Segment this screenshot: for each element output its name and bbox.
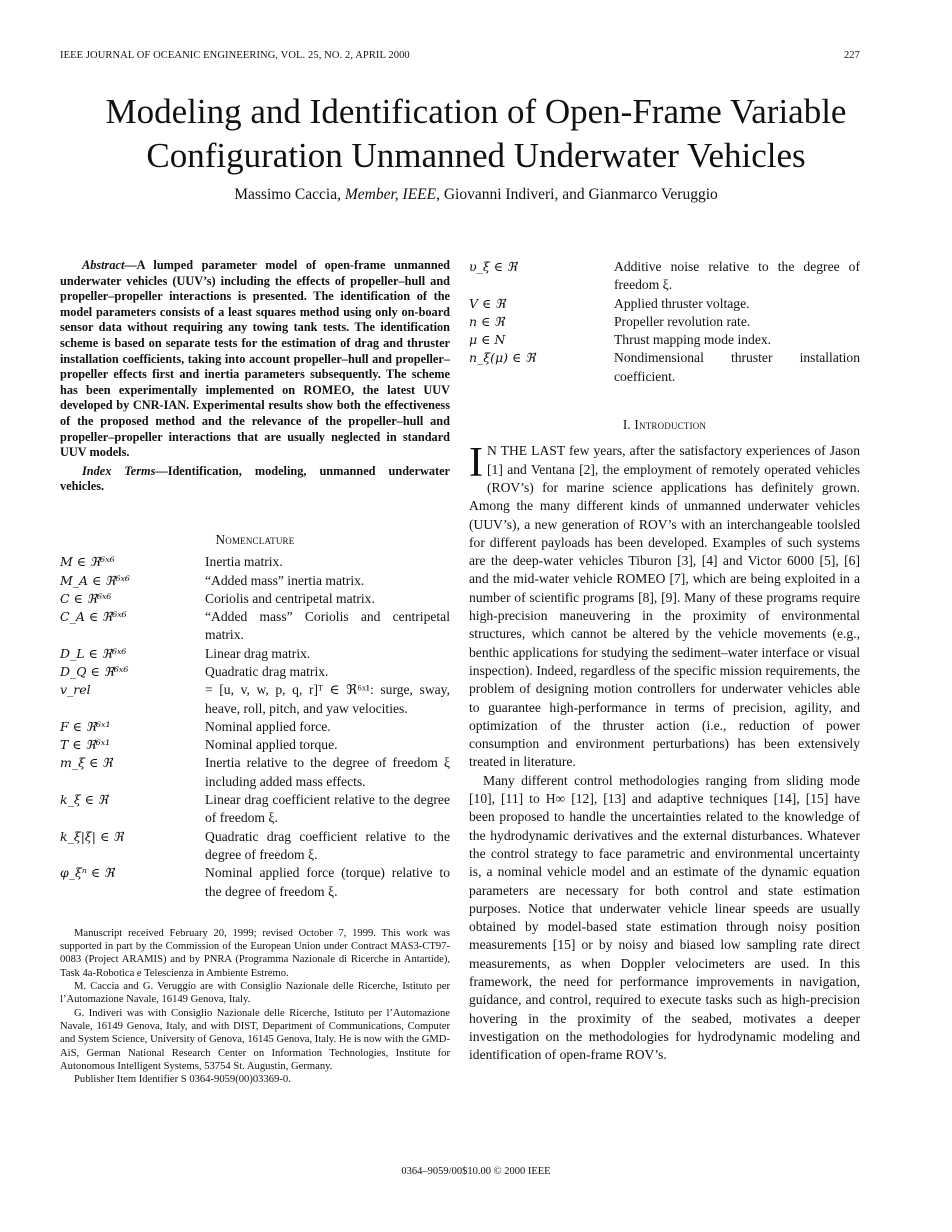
page-number: 227	[843, 50, 860, 61]
nomenclature-row: C ∈ ℜ⁶ˣ⁶ Coriolis and centripetal matrix.	[60, 590, 375, 606]
nomenclature-row: k_ξ ∈ ℜ Linear drag coefficient relative to the degree of freedom ξ.	[60, 792, 450, 826]
right-column	[469, 258, 860, 1064]
nomenclature-row: k_ξ|ξ| ∈ ℜ Quadratic drag coefficient relative to the degree of freedom ξ.	[60, 828, 450, 862]
nomenclature-row: D_Q ∈ ℜ⁶ˣ⁶ Quadratic drag matrix.	[60, 663, 329, 679]
nomenclature-row: T ∈ ℜ⁶ˣ¹ Nominal applied torque.	[60, 737, 338, 753]
nomenclature-row: F ∈ ℜ⁶ˣ¹ Nominal applied force.	[60, 718, 331, 734]
intro-body	[469, 442, 860, 1064]
intro-heading: I. Introduction	[622, 417, 707, 433]
nomenclature-list	[60, 553, 450, 901]
journal-info: IEEE JOURNAL OF OCEANIC ENGINEERING, VOL. 25, NO. 2, APRIL 2000	[60, 50, 410, 61]
index-terms-label: Index Terms	[82, 463, 156, 478]
running-header	[60, 50, 860, 61]
title-line-2: Configuration Unmanned Underwater Vehicles	[146, 136, 806, 175]
abstract-label: Abstract	[82, 258, 125, 272]
footnote: Publisher Item Identifier S 0364-9059(00)03369-0.	[74, 1074, 291, 1086]
footnotes	[60, 927, 450, 1087]
nomenclature-row: v_rel = [u, v, w, p, q, r]ᵀ ∈ ℜ⁶ˣ¹: surge, sway, heave, roll, pitch, and yaw velocities.	[60, 682, 450, 716]
author-list: Massimo Caccia, Member, IEEE, Giovanni Indiveri, and Gianmarco Veruggio	[234, 186, 718, 203]
drop-cap: I	[469, 440, 483, 487]
abstract-text: —A lumped parameter model of open-frame unmanned underwater vehicles (UUV’s) including the effects of propeller–hull and propeller–propeller interactions is presented. The identification of the model parameters consists of a least squares method using only on-board sensor data without requiring any towing tank tests. The identification scheme is based on separate tests for the estimation of drag and thruster installation coefficients, taking into account propeller–hull and propeller–propeller effects first and inertia parameters subsequently. The scheme has been experimentally implemented on ROMEO, the latest UUV developed by CNR-IAN. Experimental results show both the effectiveness of the proposed method and the relevance of the propeller–hull and propeller–propeller interactions that are usually neglected in standard UUV models.	[60, 258, 450, 460]
nomenclature-row: φ_ξⁿ ∈ ℜ Nominal applied force (torque) relative to the degree of freedom ξ.	[60, 865, 450, 899]
nomenclature-row: n ∈ ℜ Propeller revolution rate.	[469, 313, 751, 329]
title-line-1: Modeling and Identification of Open-Frame Variable	[105, 92, 847, 131]
copyright-footer: 0364–9059/00$10.00 © 2000 IEEE	[401, 1166, 551, 1177]
footnote: M. Caccia and G. Veruggio are with Consiglio Nazionale delle Ricerche, Istituto per l’Automazione Navale, 16149 Genova, Italy.	[60, 981, 450, 1006]
nomenclature-row: M_A ∈ ℜ⁶ˣ⁶ “Added mass” inertia matrix.	[60, 572, 365, 588]
authors-rest: , Giovanni Indiveri, and Gianmarco Veruggio	[436, 186, 718, 203]
index-terms-text: —Identification, modeling, unmanned underwater vehicles.	[60, 463, 450, 494]
nomenclature-row: m_ξ ∈ ℜ Inertia relative to the degree of freedom ξ including added mass effects.	[60, 755, 450, 789]
footnote: G. Indiveri was with Consiglio Nazionale delle Ricerche, Istituto per l’Automazione Navale, 16149 Genova, Italy, and with DIST, Department of Communications, Computer and System Science, University of Genova, 16145 Genova, Italy. He is now with the GMD-AiS, German National Research Center on Information Technologies, Institute for Autonomous Intelligent Systems, 53754 St. Augustin, Germany.	[60, 1007, 450, 1072]
intro-paragraph-2: Many different control methodologies ranging from sliding mode [10], [11] to H∞ [12], [13] and adaptive techniques [14], [15] have been proposed to handle the uncertainties related to the knowledge of the hydrodynamic derivatives and the external disturbances. Whatever the control strategy to face parametric and environmental uncertainty is, a nominal vehicle model and an estimate of the dynamic equation parameters are necessary for both control and state estimation purposes. Notice that underwater vehicle linear speeds are usually obtained by model-based state estimation through noisy position measurements [15] or by noisy and biased low sampling rate direct measurements, as when Doppler velocimeters are used. In this framework, the need for performance improvements in navigation, guidance, and control, required to execute tasks such as high-precision hovering in the proximity of the seabed, motivates a deeper investigation on the methodologies for hydrodynamic modeling and identification of open-frame ROV’s.	[469, 772, 860, 1063]
nomenclature-heading: Nomenclature	[215, 531, 295, 547]
paper-title	[0, 90, 952, 178]
nomenclature-row: M ∈ ℜ⁶ˣ⁶ Inertia matrix.	[60, 554, 283, 570]
abstract	[60, 258, 450, 461]
index-terms	[60, 464, 450, 495]
nomenclature-row: D_L ∈ ℜ⁶ˣ⁶ Linear drag matrix.	[60, 645, 311, 661]
nomenclature-row: υ_ξ ∈ ℜ Additive noise relative to the degree of freedom ξ.	[469, 259, 860, 293]
intro-paragraph-1	[469, 442, 860, 771]
nomenclature-list-continued	[469, 258, 860, 386]
intro-paragraph-1-text: N THE LAST few years, after the satisfactory experiences of Jason [1] and Ventana [2], the employment of remotely operated vehicles (ROV’s) for marine science applications has definitely grown. Among the many different kinds of unmanned underwater vehicles (UUV’s), a new generation of ROV’s with an interchangeable toolsled for different payloads has been developed. Examples of such systems are the deep-water vehicles Tiburon [3], [4] and Victor 6000 [5], [6] and the mid-water vehicle ROMEO [7], which are being exploited in a number of scientific programs [8], [9]. Many of these programs require high-precision maneuvering in the proximity of environmental structures, which cannot be altered by the vehicle movements (e.g., benthic applications for studying the sediment–water interface or visual inspection). Indeed, regardless of the specific mission requirements, the problem of designing motion controllers for underwater vehicles able to guarantee high-performance in terms of precision, agility, and optimization of the thruster action (i.e., reduction of power consumption and environment perturbations) has been extensively treated in literature.	[469, 443, 860, 770]
footnote: Manuscript received February 20, 1999; revised October 7, 1999. This work was supported in part by the Commission of the European Union under Contract MAS3-CT97-0083 (Project ARAMIS) and by PNRA (Programma Nazionale di Ricerche in Antartide), Task 4a-Robotica e Telescienza in Ambiente Estremo.	[60, 927, 450, 979]
nomenclature-row: μ ∈ N Thrust mapping mode index.	[469, 332, 772, 348]
nomenclature-row: V ∈ ℜ Applied thruster voltage.	[469, 295, 750, 311]
author-1: Massimo Caccia	[234, 186, 338, 203]
author-membership: Member, IEEE	[344, 186, 437, 203]
nomenclature-row: C_A ∈ ℜ⁶ˣ⁶ “Added mass” Coriolis and centripetal matrix.	[60, 609, 450, 643]
nomenclature-row: n_ξ(μ) ∈ ℜ Nondimensional thruster installation coefficient.	[469, 350, 860, 384]
left-column	[60, 258, 450, 1086]
